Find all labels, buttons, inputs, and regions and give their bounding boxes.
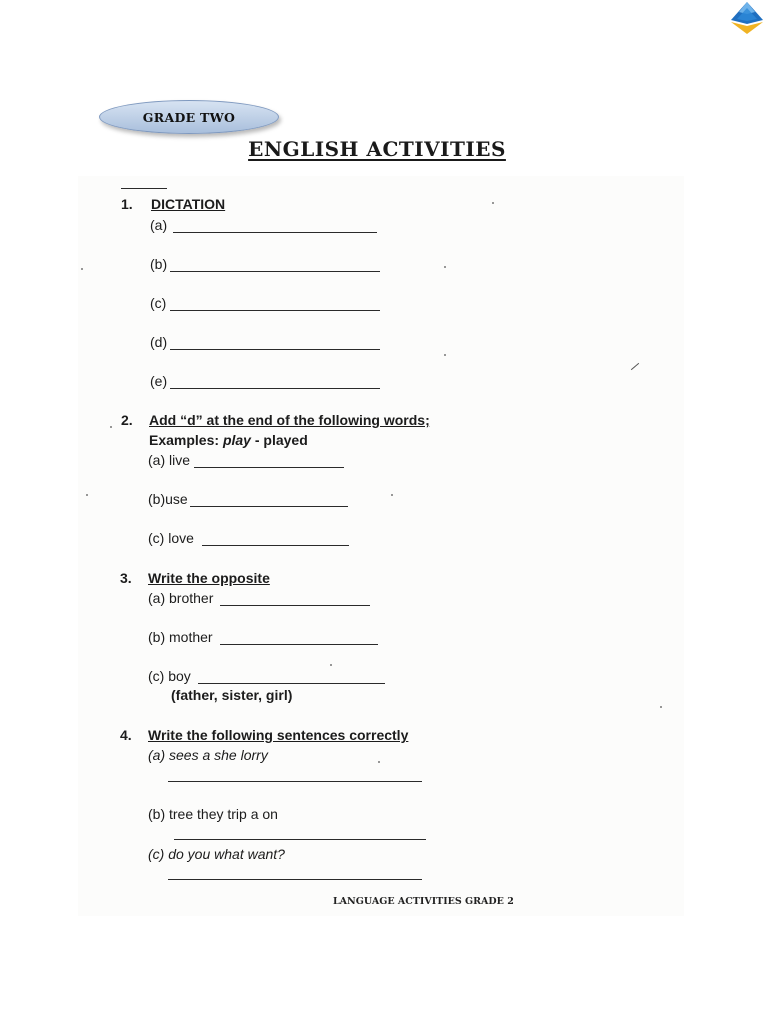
blue-diamond-logo-icon [727, 0, 767, 36]
example-prefix: Examples: [149, 432, 223, 448]
answer-line[interactable] [198, 683, 385, 684]
section-2-heading-text: Add “d” at the end of the following words; [149, 412, 430, 428]
section-1-item-e: (e) [150, 373, 168, 389]
scan-speck [110, 426, 112, 428]
section-2-heading [149, 412, 430, 428]
section-2-number: 2. [121, 412, 133, 428]
section-2-item-a: (a) live [148, 452, 191, 468]
section-3-heading: Write the opposite [148, 570, 270, 586]
section-3-item-b: (b) mother [148, 629, 213, 645]
section-3-item-a: (a) brother [148, 590, 214, 606]
scan-speck [378, 761, 380, 763]
worksheet-scan [78, 176, 684, 916]
example-word: play [222, 432, 251, 448]
scan-speck [81, 268, 83, 270]
scan-speck [391, 494, 393, 496]
answer-line[interactable] [220, 644, 378, 645]
section-3-number: 3. [120, 570, 132, 586]
section-1-item-b: (b) [150, 256, 168, 272]
answer-line[interactable] [170, 349, 380, 350]
page-title: ENGLISH ACTIVITIES [248, 137, 506, 161]
section-1-rule [121, 188, 167, 189]
scan-mark [631, 363, 639, 370]
answer-line[interactable] [170, 310, 380, 311]
section-1-item-d: (d) [150, 334, 168, 350]
section-1-item-c: (c) [150, 295, 167, 311]
page-footer: LANGUAGE ACTIVITIES GRADE 2 [333, 896, 514, 907]
example-rest: - played [250, 432, 308, 448]
section-2-item-b: (b)use [148, 491, 188, 507]
scan-speck [444, 266, 446, 268]
section-1-number: 1. [121, 196, 133, 212]
section-2-example [149, 432, 308, 448]
scan-speck [660, 706, 662, 708]
section-4-item-b: (b) tree they trip a on [148, 806, 278, 822]
answer-line[interactable] [173, 232, 377, 233]
scan-speck [86, 494, 88, 496]
answer-line[interactable] [168, 781, 422, 782]
answer-line[interactable] [194, 467, 344, 468]
section-4-number: 4. [120, 727, 132, 743]
scan-speck [492, 202, 494, 204]
section-2-item-c: (c) love [148, 530, 194, 546]
answer-line[interactable] [168, 879, 422, 880]
section-3-hint: (father, sister, girl) [171, 687, 293, 703]
scan-speck [330, 664, 332, 666]
section-1-heading: DICTATION [151, 196, 226, 212]
section-3-item-c: (c) boy [148, 668, 191, 684]
answer-line[interactable] [170, 271, 380, 272]
section-4-item-c: (c) do you what want? [148, 846, 285, 862]
section-4-item-a: (a) sees a she lorry [148, 747, 268, 763]
section-4-heading: Write the following sentences correctly [148, 727, 409, 743]
answer-line[interactable] [202, 545, 349, 546]
answer-line[interactable] [190, 506, 348, 507]
section-1-item-a: (a) [150, 217, 168, 233]
answer-line[interactable] [170, 388, 380, 389]
scan-speck [444, 354, 446, 356]
answer-line[interactable] [220, 605, 370, 606]
answer-line[interactable] [174, 839, 426, 840]
grade-badge: GRADE TWO [99, 100, 279, 134]
